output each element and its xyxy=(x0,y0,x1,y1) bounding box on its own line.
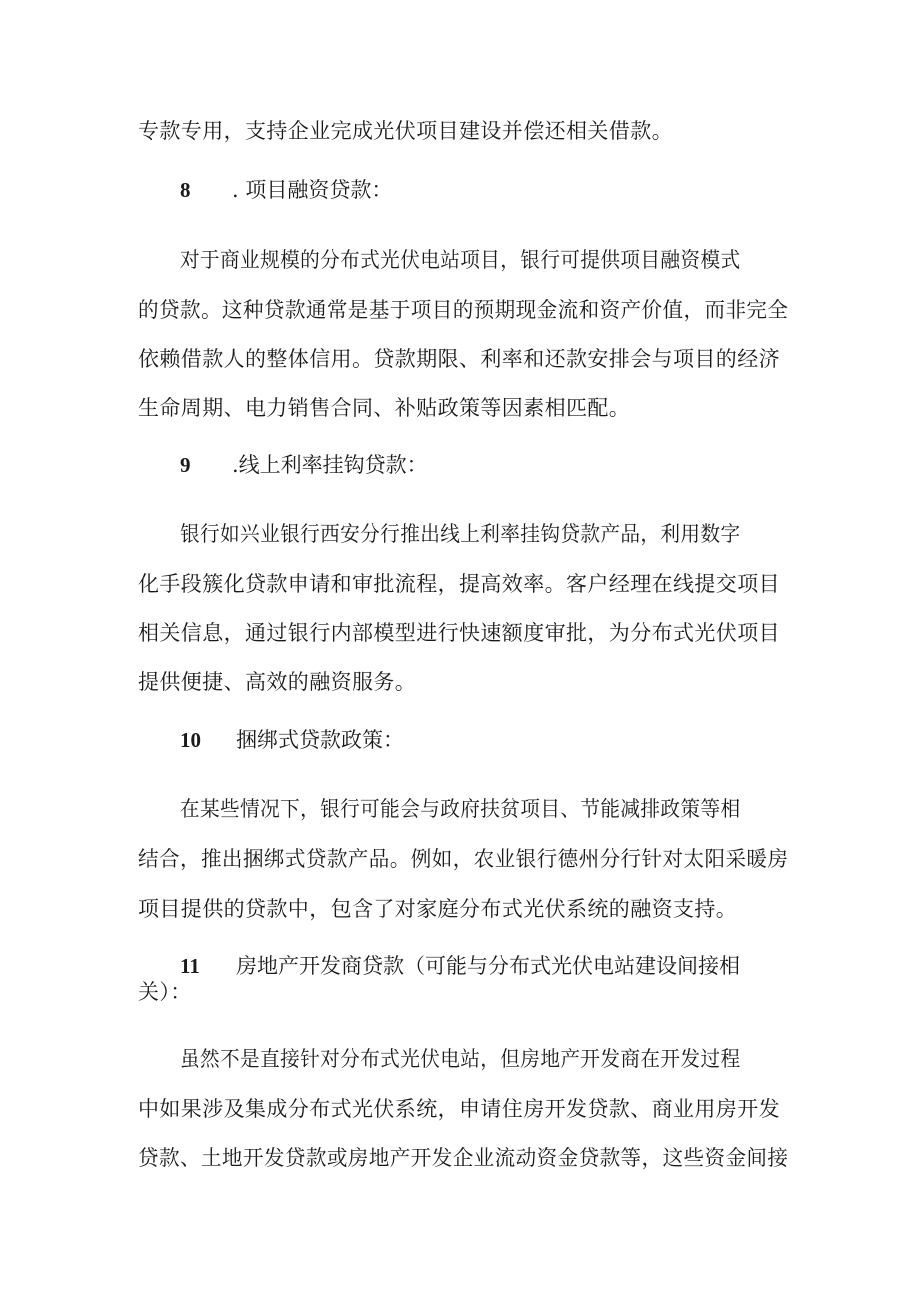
section-title-continued: 关）： xyxy=(138,980,192,1004)
paragraph-line: 贷款、土地开发贷款或房地产开发企业流动资金贷款等，这些资金间接 xyxy=(138,1146,789,1170)
paragraph-line: 生命周期、电力销售合同、补贴政策等因素相匹配。 xyxy=(138,396,631,420)
paragraph-line: 化手段簇化贷款申请和审批流程，提高效率。客户经理在线提交项目 xyxy=(138,572,780,596)
section-number: 9 xyxy=(180,453,191,477)
paragraph-line: 的贷款。这种贷款通常是基于项目的预期现金流和资产价值，而非完全 xyxy=(138,298,789,322)
section-title: .线上利率挂钩贷款： xyxy=(232,453,428,477)
paragraph-line: 专款专用，支持企业完成光伏项目建设并偿还相关借款。 xyxy=(138,119,673,143)
paragraph-line: 银行如兴业银行西安分行推出线上利率挂钩贷款产品，利用数字 xyxy=(180,522,741,546)
paragraph-line: 提供便捷、高效的融资服务。 xyxy=(138,670,417,694)
section-title: 捆绑式贷款政策： xyxy=(236,728,404,752)
section-title: . 项目融资贷款： xyxy=(232,178,393,202)
paragraph-line: 依赖借款人的整体信用。贷款期限、利率和还款安排会与项目的经济 xyxy=(138,347,780,371)
paragraph-line: 在某些情况下，银行可能会与政府扶贫项目、节能减排政策等相 xyxy=(180,797,741,821)
paragraph-line: 相关信息，通过银行内部模型进行快速额度审批，为分布式光伏项目 xyxy=(138,621,780,645)
paragraph-line: 项目提供的贷款中，包含了对家庭分布式光伏系统的融资支持。 xyxy=(138,897,738,921)
section-number: 11 xyxy=(180,954,200,978)
paragraph-line: 虽然不是直接针对分布式光伏电站，但房地产开发商在开发过程 xyxy=(180,1047,741,1071)
paragraph-line: 对于商业规模的分布式光伏电站项目，银行可提供项目融资模式 xyxy=(180,248,741,272)
section-title: 房地产开发商贷款（可能与分布式光伏电站建设间接相 xyxy=(236,954,740,978)
section-number: 8 xyxy=(180,178,191,202)
section-number: 10 xyxy=(180,728,201,752)
paragraph-line: 中如果涉及集成分布式光伏系统，申请住房开发贷款、商业用房开发 xyxy=(138,1097,780,1121)
paragraph-line: 结合，推出捆绑式贷款产品。例如，农业银行德州分行针对太阳采暖房 xyxy=(138,847,789,871)
